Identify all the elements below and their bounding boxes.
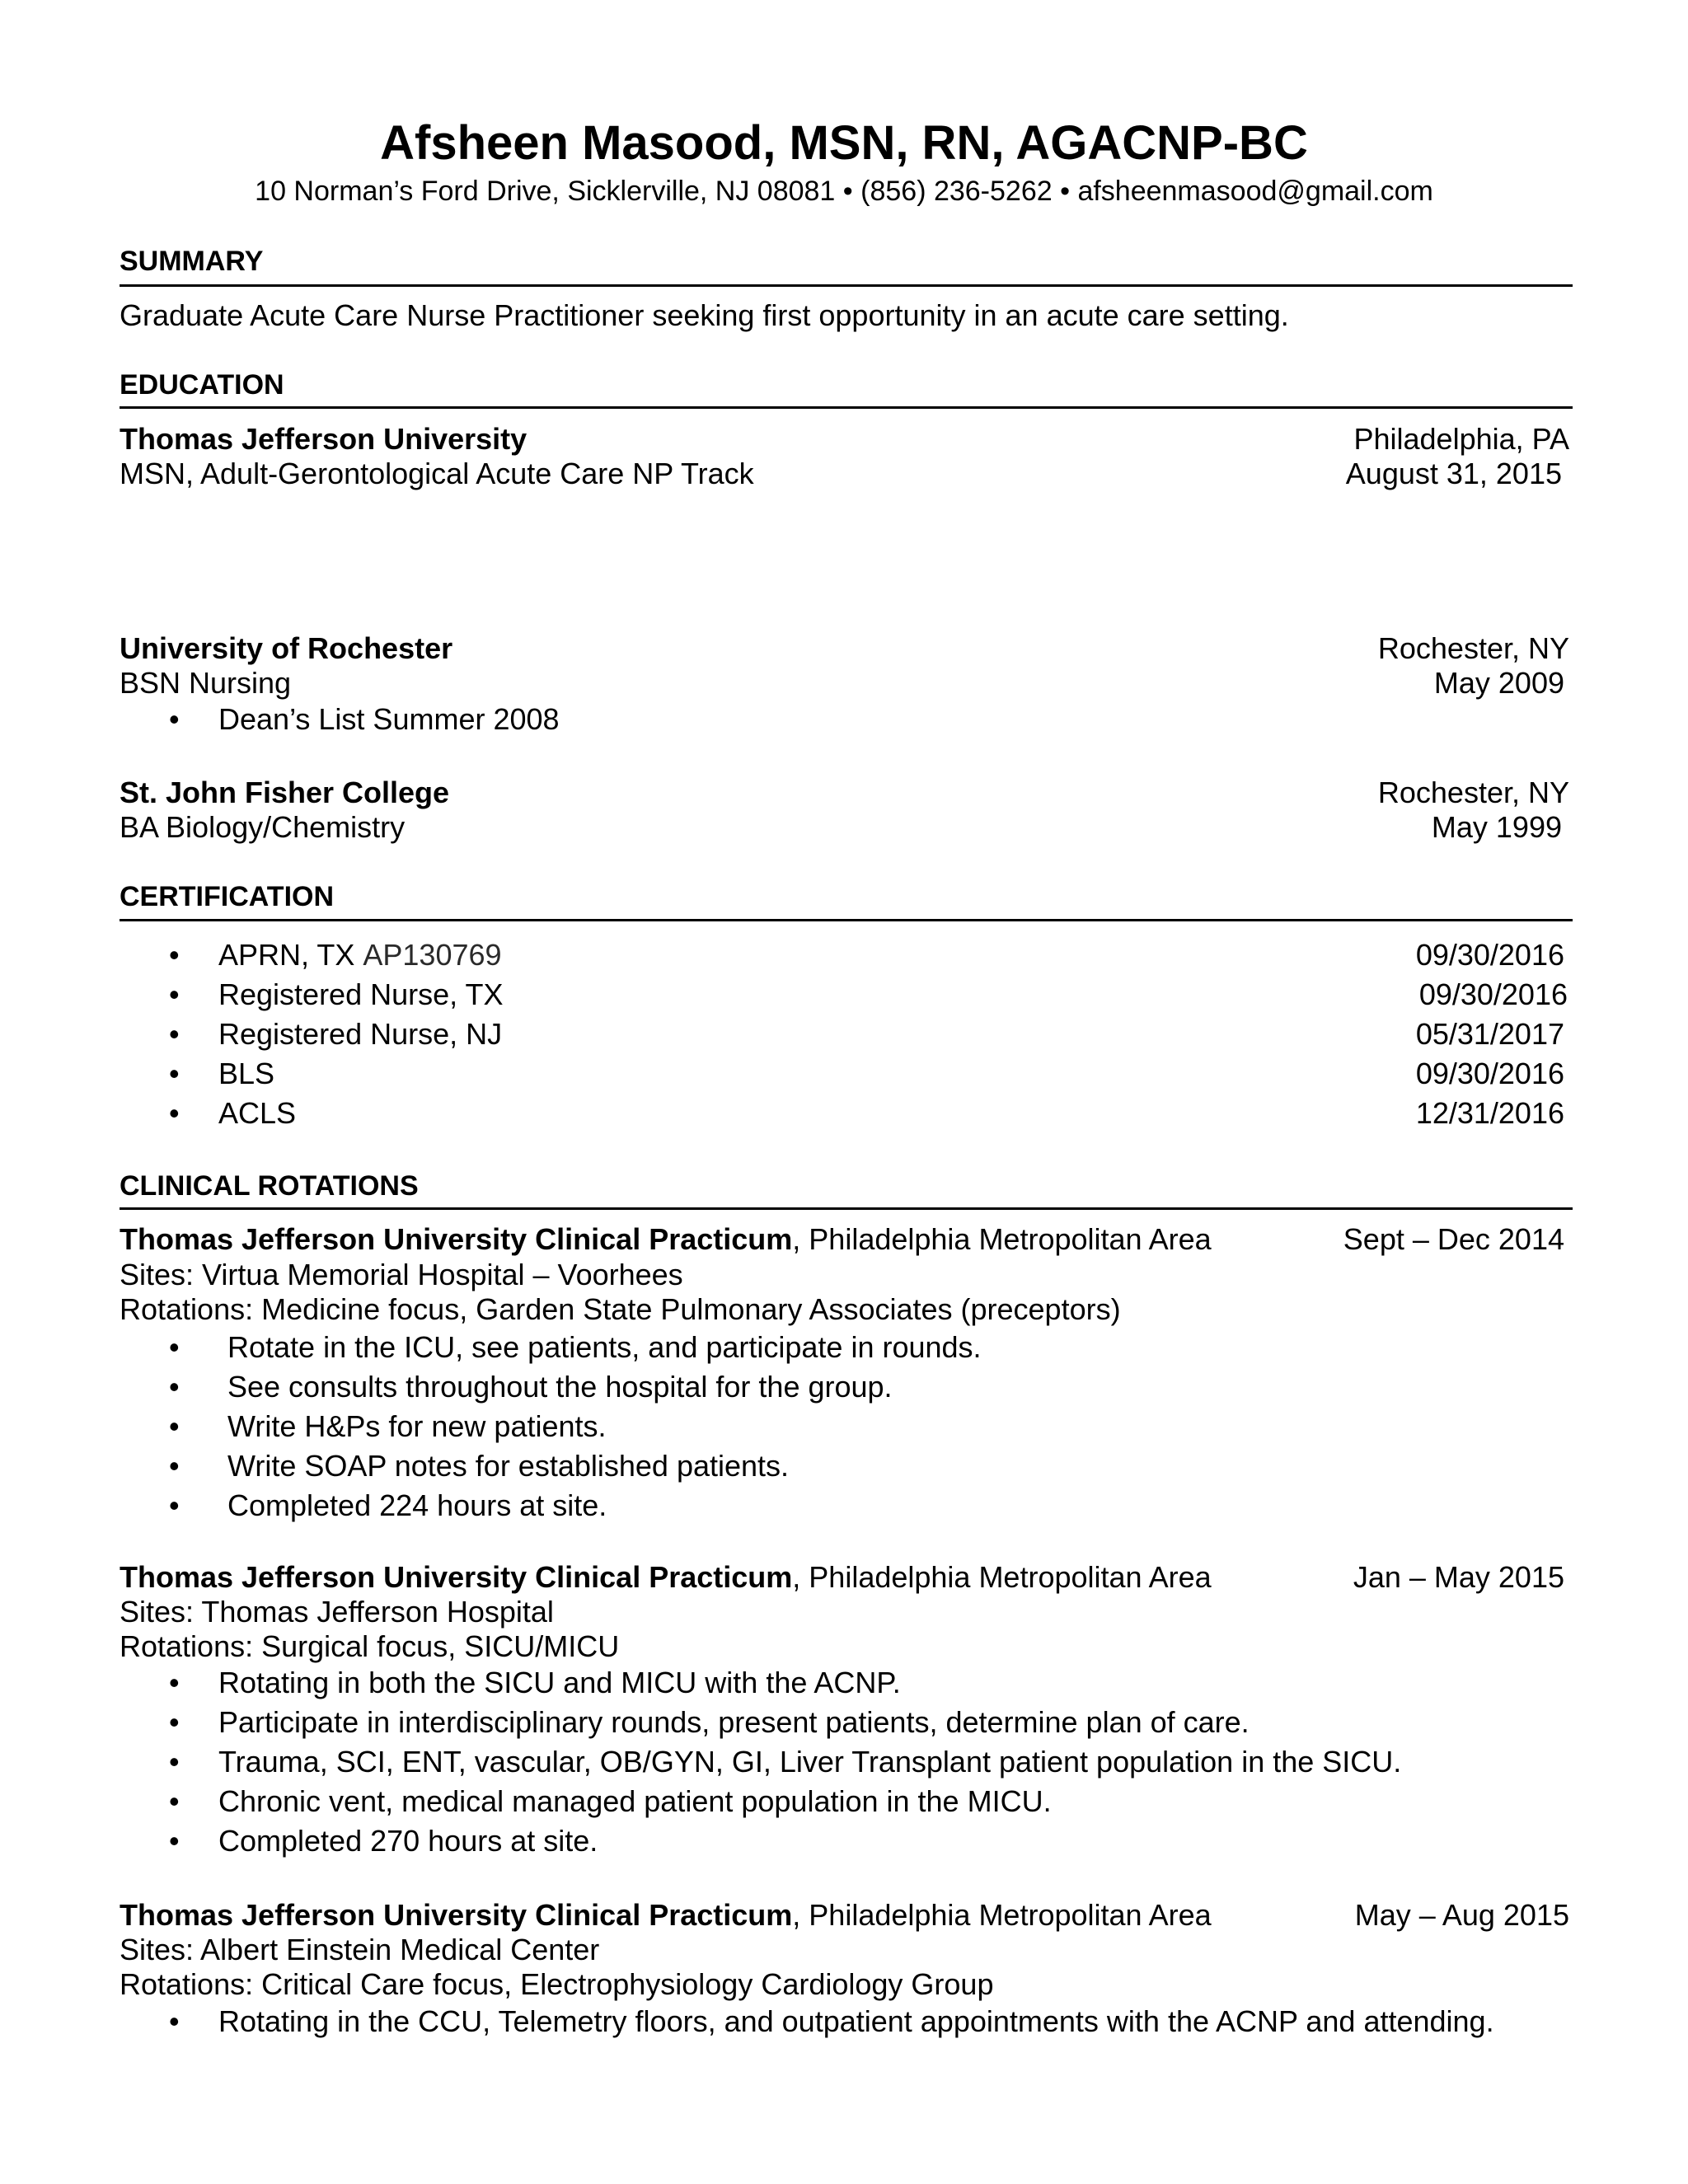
- bullet-glyph: •: [169, 1370, 180, 1404]
- education-date: May 2009: [1433, 666, 1564, 700]
- rotation-sites: Sites: Albert Einstein Medical Center: [120, 1933, 600, 1966]
- certification-date: 09/30/2016: [1418, 977, 1568, 1011]
- certification-date: 09/30/2016: [1415, 1057, 1564, 1090]
- bullet-glyph: •: [169, 1409, 180, 1443]
- summary-text: Graduate Acute Care Nurse Practitioner seeking first opportunity in an acute care setting.: [120, 298, 1289, 332]
- rotation-duty: See consults throughout the hospital for the group.: [227, 1370, 893, 1404]
- education-rule: [120, 406, 1573, 409]
- rotation-duty: Write SOAP notes for established patients.: [227, 1449, 790, 1483]
- rotation-duty: Completed 270 hours at site.: [218, 1824, 598, 1858]
- education-school: University of Rochester: [120, 631, 453, 665]
- bullet-glyph: •: [169, 1666, 180, 1699]
- education-degree: BSN Nursing: [120, 666, 292, 700]
- candidate-name: Afsheen Masood, MSN, RN, AGACNP-BC: [380, 116, 1308, 170]
- rotation-duty: Participate in interdisciplinary rounds, present patients, determine plan of care.: [218, 1705, 1250, 1739]
- rotation-duty: Chronic vent, medical managed patient population in the MICU.: [218, 1784, 1052, 1818]
- education-heading: EDUCATION: [120, 369, 284, 401]
- summary-heading: SUMMARY: [120, 246, 264, 277]
- certification-name: Registered Nurse, NJ: [218, 1017, 503, 1051]
- rotation-title: [120, 1560, 1212, 1595]
- rotation-duty: Rotate in the ICU, see patients, and participate in rounds.: [227, 1330, 982, 1364]
- rotation-area: , Philadelphia Metropolitan Area: [792, 1222, 1212, 1256]
- certification-item: [218, 938, 502, 972]
- rotation-program: Thomas Jefferson University Clinical Practicum: [120, 1560, 793, 1594]
- bullet-glyph: •: [169, 1017, 180, 1051]
- education-date: August 31, 2015: [1345, 457, 1562, 490]
- education-location: Rochester, NY: [1377, 776, 1569, 809]
- bullet-glyph: •: [169, 1449, 180, 1483]
- rotations-rule: [120, 1207, 1573, 1210]
- bullet-glyph: •: [169, 1057, 180, 1090]
- summary-rule: [120, 284, 1573, 287]
- education-degree: BA Biology/Chemistry: [120, 810, 406, 844]
- rotation-date: May – Aug 2015: [1354, 1898, 1569, 1932]
- rotation-sites: Sites: Thomas Jefferson Hospital: [120, 1595, 554, 1629]
- rotation-program: Thomas Jefferson University Clinical Practicum: [120, 1222, 793, 1256]
- bullet-glyph: •: [169, 1705, 180, 1739]
- certification-name: ACLS: [218, 1096, 297, 1130]
- certification-name: BLS: [218, 1057, 275, 1090]
- rotation-sites: Sites: Virtua Memorial Hospital – Voorhees: [120, 1258, 683, 1291]
- rotations-heading: CLINICAL ROTATIONS: [120, 1170, 419, 1202]
- rotation-area: , Philadelphia Metropolitan Area: [792, 1898, 1212, 1932]
- rotation-program: Thomas Jefferson University Clinical Practicum: [120, 1898, 793, 1932]
- certification-date: 09/30/2016: [1415, 938, 1564, 972]
- rotation-area: , Philadelphia Metropolitan Area: [792, 1560, 1212, 1594]
- bullet-glyph: •: [169, 1745, 180, 1779]
- bullet-glyph: •: [169, 938, 180, 972]
- rotation-duty: Trauma, SCI, ENT, vascular, OB/GYN, GI, Liver Transplant patient population in the SICU.: [218, 1745, 1402, 1779]
- certification-date: 12/31/2016: [1415, 1096, 1564, 1130]
- certification-name: APRN, TX: [218, 938, 355, 972]
- bullet-glyph: •: [169, 1824, 180, 1858]
- education-location: Philadelphia, PA: [1353, 422, 1569, 456]
- education-school: Thomas Jefferson University: [120, 422, 528, 456]
- rotation-title: [120, 1898, 1212, 1933]
- education-date: May 1999: [1431, 810, 1562, 844]
- rotation-duty: Write H&Ps for new patients.: [227, 1409, 607, 1443]
- certification-rule: [120, 919, 1573, 921]
- bullet-glyph: •: [169, 977, 180, 1011]
- rotation-duty: Completed 224 hours at site.: [227, 1488, 607, 1522]
- certification-date: 05/31/2017: [1415, 1017, 1564, 1051]
- bullet-glyph: •: [169, 1784, 180, 1818]
- rotation-date: Jan – May 2015: [1353, 1560, 1564, 1594]
- certification-heading: CERTIFICATION: [120, 881, 335, 912]
- rotation-duty: Rotating in both the SICU and MICU with the ACNP.: [218, 1666, 901, 1699]
- bullet-glyph: •: [169, 1096, 180, 1130]
- rotation-title: [120, 1222, 1212, 1257]
- certification-name: Registered Nurse, TX: [218, 977, 504, 1011]
- bullet-glyph: •: [169, 1488, 180, 1522]
- education-degree: MSN, Adult-Gerontological Acute Care NP Track: [120, 457, 754, 490]
- education-location: Rochester, NY: [1377, 631, 1569, 665]
- rotation-date: Sept – Dec 2014: [1343, 1222, 1564, 1256]
- bullet-glyph: •: [169, 1330, 180, 1364]
- bullet-glyph: •: [169, 2004, 180, 2038]
- license-number: AP130769: [363, 938, 502, 972]
- bullet-glyph: •: [169, 702, 180, 736]
- education-honor: Dean’s List Summer 2008: [218, 702, 560, 736]
- rotation-focus: Rotations: Critical Care focus, Electrophysiology Cardiology Group: [120, 1967, 994, 2001]
- rotation-focus: Rotations: Medicine focus, Garden State Pulmonary Associates (preceptors): [120, 1292, 1121, 1326]
- rotation-focus: Rotations: Surgical focus, SICU/MICU: [120, 1629, 620, 1663]
- rotation-duty: Rotating in the CCU, Telemetry floors, and outpatient appointments with the ACNP and attending.: [218, 2004, 1494, 2038]
- contact-line: 10 Norman’s Ford Drive, Sicklerville, NJ 08081 • (856) 236-5262 • afsheenmasood@gmail.com: [255, 176, 1433, 207]
- education-school: St. John Fisher College: [120, 776, 450, 809]
